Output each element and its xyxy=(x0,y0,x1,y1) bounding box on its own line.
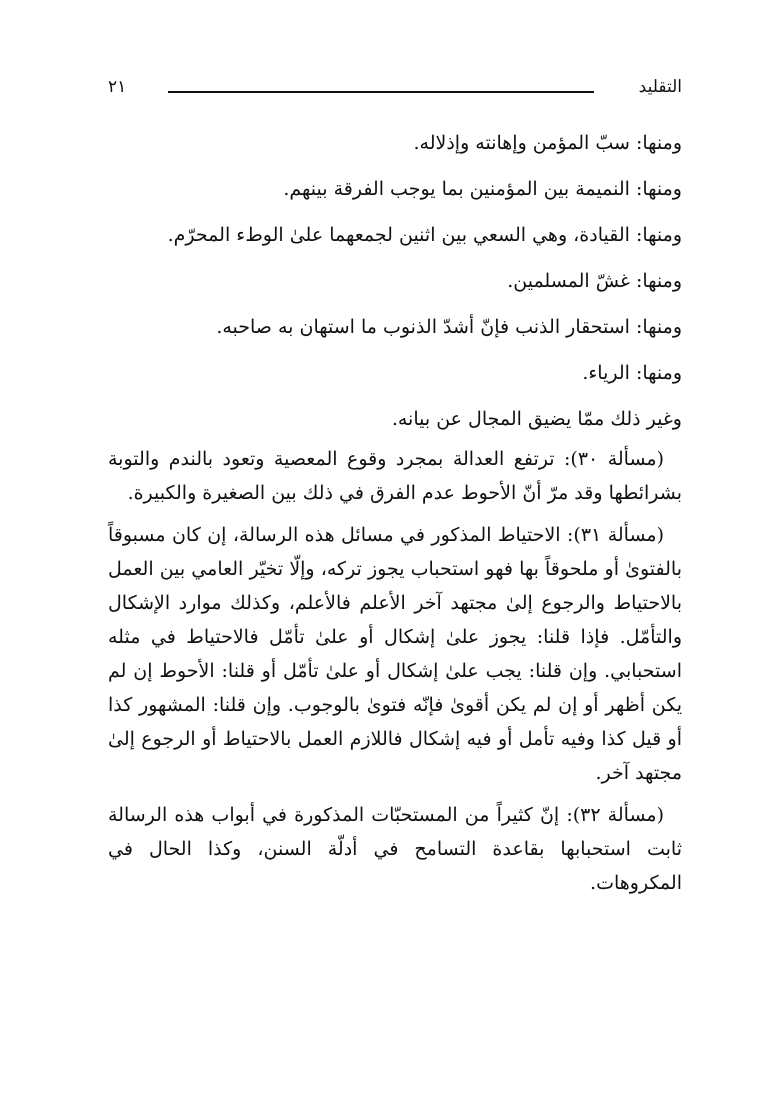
page-body xyxy=(108,120,682,908)
page-number: ٢١ xyxy=(108,77,127,97)
list-item: ومنها: غشّ المسلمين. xyxy=(507,270,682,292)
issue-30-text: (مسألة ٣٠): ترتفع العدالة بمجرد وقوع المعصية وتعود بالندم والتوبة بشرائطها وقد مرّ أنّ الأحوط عدم الفرق في ذلك بين الصغيرة والكبيرة. xyxy=(108,448,682,504)
list-item: ومنها: النميمة بين المؤمنين بما يوجب الفرقة بينهم. xyxy=(283,178,682,200)
list-item: ومنها: القيادة، وهي السعي بين اثنين لجمعهما علىٰ الوطء المحرّم. xyxy=(167,224,682,246)
issue-31-paragraph xyxy=(108,518,682,790)
issue-30-paragraph xyxy=(108,442,682,510)
issue-32-paragraph xyxy=(108,798,682,900)
chapter-title: التقليد xyxy=(638,77,682,97)
running-header xyxy=(108,76,682,100)
issue-31-text: (مسألة ٣١): الاحتياط المذكور في مسائل هذه الرسالة، إن كان مسبوقاً بالفتوىٰ أو ملحوقاً بها فهو استحباب يجوز تركه، وإلّا تخيّر العامي بين العمل بالاحتياط والرجوع إلىٰ مجتهد آخر الأعلم فالأعلم، وكذلك موارد الإشكال والتأمّل. فإذا قلنا: يجوز علىٰ إشكال أو علىٰ تأمّل فالاحتياط في مثله استحبابي. وإن قلنا: يجب علىٰ إشكال أو علىٰ تأمّل أو قلنا: الأحوط إن لم يكن أظهر أو إن لم يكن أقوىٰ فإنّه فتوىٰ بالوجوب. وإن قلنا: المشهور كذا أو قيل كذا وفيه تأمل أو فيه إشكال فاللازم العمل بالاحتياط أو الرجوع إلىٰ مجتهد آخر. xyxy=(108,524,682,784)
header-rule xyxy=(168,91,594,93)
list-item: ومنها: استحقار الذنب فإنّ أشدّ الذنوب ما استهان به صاحبه. xyxy=(216,316,682,338)
list-item: ومنها: الرياء. xyxy=(582,362,682,384)
list-item: ومنها: سبّ المؤمن وإهانته وإذلاله. xyxy=(413,132,682,154)
issue-32-text: (مسألة ٣٢): إنّ كثيراً من المستحبّات المذكورة في أبواب هذه الرسالة ثابت استحبابها بقاعدة التسامح في أدلّة السنن، وكذا الحال في المكروهات. xyxy=(108,804,682,894)
list-item: وغير ذلك ممّا يضيق المجال عن بيانه. xyxy=(391,408,682,430)
